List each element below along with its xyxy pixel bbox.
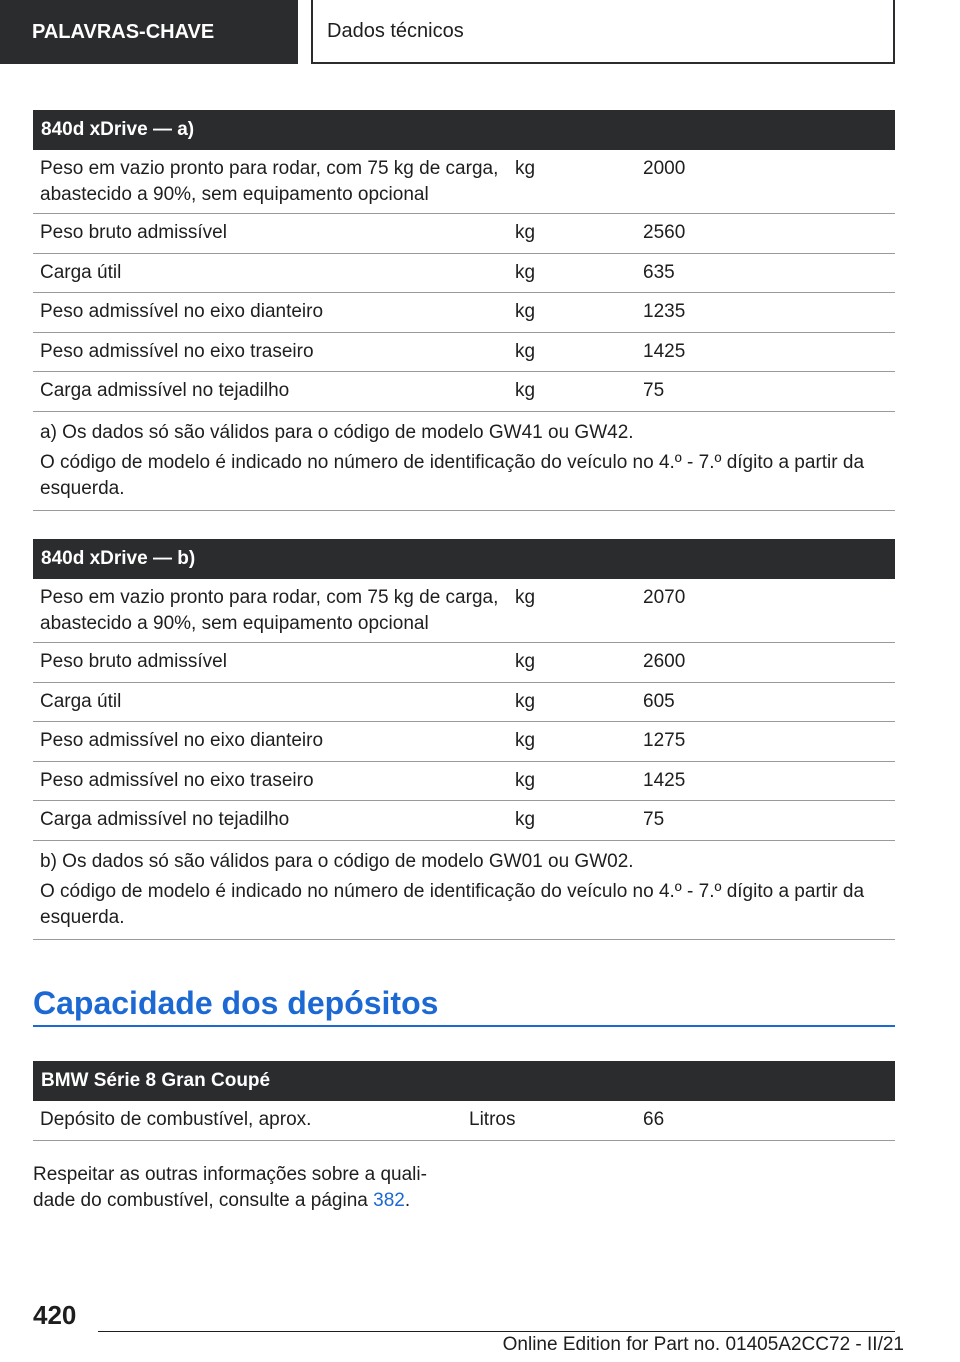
table-row xyxy=(33,254,895,293)
row-value: 75 xyxy=(643,809,665,830)
row-value: 1425 xyxy=(643,341,686,362)
table-row xyxy=(33,762,895,801)
weights-table-a xyxy=(33,110,895,511)
row-unit: kg xyxy=(515,587,536,608)
row-value: 2000 xyxy=(643,158,686,179)
row-unit: Litros xyxy=(469,1109,516,1130)
row-value: 605 xyxy=(643,691,675,712)
table-row xyxy=(33,801,895,841)
footnote-model-codes: b) Os dados só são válidos para o código de modelo GW01 ou GW02. xyxy=(40,851,634,872)
row-value: 75 xyxy=(643,380,665,401)
row-label: Peso bruto admissível xyxy=(40,651,227,672)
row-unit: kg xyxy=(515,691,536,712)
section-tab-label: Dados técnicos xyxy=(327,19,464,42)
table-row xyxy=(33,579,895,643)
table-row xyxy=(33,722,895,762)
table-row xyxy=(33,372,895,412)
row-value: 2560 xyxy=(643,222,686,243)
row-unit: kg xyxy=(515,341,536,362)
row-value: 66 xyxy=(643,1109,665,1130)
table-row xyxy=(33,293,895,333)
row-label: Peso em vazio pronto para rodar, com 75 kg de carga, abastecido a 90%, sem equipamento opcional xyxy=(40,158,499,205)
row-value: 2070 xyxy=(643,587,686,608)
page-link[interactable]: 382 xyxy=(373,1190,405,1211)
row-value: 1235 xyxy=(643,301,686,322)
row-label: Carga admissível no tejadilho xyxy=(40,809,290,830)
row-unit: kg xyxy=(515,380,536,401)
table-row xyxy=(33,1101,895,1141)
row-value: 1425 xyxy=(643,770,686,791)
row-unit: kg xyxy=(515,809,536,830)
table-a-header: 840d xDrive — a) xyxy=(33,110,895,150)
row-unit: kg xyxy=(515,301,536,322)
row-label: Peso admissível no eixo traseiro xyxy=(40,770,314,791)
footnote-vin-info: O código de modelo é indicado no número de identificação do veículo no 4.º - 7.º dígito a partir da esquerda. xyxy=(40,452,865,499)
row-unit: kg xyxy=(515,222,536,243)
row-unit: kg xyxy=(515,262,536,283)
advice-text-line1: Respeitar as outras informações sobre a quali- xyxy=(33,1164,427,1185)
keywords-tab[interactable] xyxy=(0,0,298,64)
row-label: Peso admissível no eixo dianteiro xyxy=(40,730,324,751)
table-c-header: BMW Série 8 Gran Coupé xyxy=(33,1061,895,1101)
row-value: 635 xyxy=(643,262,675,283)
row-label: Peso bruto admissível xyxy=(40,222,227,243)
row-unit: kg xyxy=(515,651,536,672)
weights-table-b xyxy=(33,539,895,940)
row-label: Depósito de combustível, aprox. xyxy=(40,1109,312,1130)
row-value: 1275 xyxy=(643,730,686,751)
section-tab[interactable] xyxy=(311,0,895,64)
table-a-footnote xyxy=(33,412,895,511)
row-unit: kg xyxy=(515,730,536,751)
row-label: Peso admissível no eixo dianteiro xyxy=(40,301,324,322)
row-label: Peso em vazio pronto para rodar, com 75 kg de carga, abastecido a 90%, sem equipamento opcional xyxy=(40,587,499,634)
table-row xyxy=(33,214,895,254)
fuel-quality-advice xyxy=(33,1162,473,1214)
row-label: Carga útil xyxy=(40,691,122,712)
table-b-footnote xyxy=(33,841,895,940)
tank-capacity-table xyxy=(33,1061,895,1141)
row-label: Carga útil xyxy=(40,262,122,283)
footer-edition: Online Edition for Part no. 01405A2CC72 - II/21 xyxy=(502,1334,904,1355)
table-row xyxy=(33,333,895,372)
page-number: 420 xyxy=(33,1300,77,1330)
footnote-vin-info: O código de modelo é indicado no número de identificação do veículo no 4.º - 7.º dígito a partir da esquerda. xyxy=(40,881,865,928)
section-title: Capacidade dos depósitos xyxy=(33,983,895,1027)
table-row xyxy=(33,150,895,214)
advice-text-line2: dade do combustível, consulte a página xyxy=(33,1190,374,1211)
table-b-header: 840d xDrive — b) xyxy=(33,539,895,579)
footer-divider xyxy=(98,1331,895,1332)
row-unit: kg xyxy=(515,770,536,791)
row-value: 2600 xyxy=(643,651,686,672)
advice-end: . xyxy=(404,1190,411,1211)
table-row xyxy=(33,643,895,683)
footnote-model-codes: a) Os dados só são válidos para o código de modelo GW41 ou GW42. xyxy=(40,422,634,443)
table-row xyxy=(33,683,895,722)
row-label: Peso admissível no eixo traseiro xyxy=(40,341,314,362)
row-label: Carga admissível no tejadilho xyxy=(40,380,290,401)
row-unit: kg xyxy=(515,158,536,179)
keywords-tab-label: PALAVRAS-CHAVE xyxy=(32,20,215,43)
